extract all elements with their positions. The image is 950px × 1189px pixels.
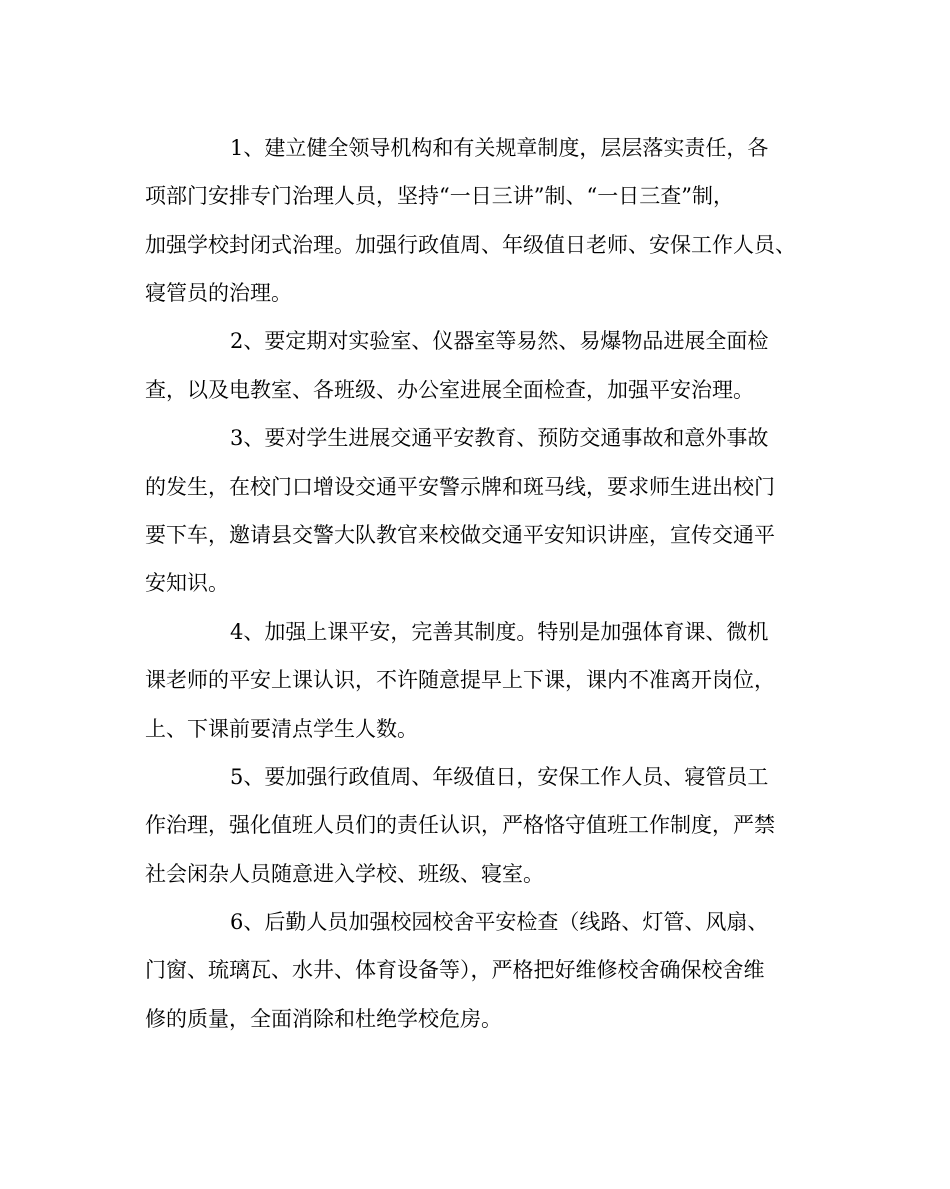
paragraph-4-line-1: 4、加强上课平安，完善其制度。特别是加强体育课、微机 (230, 620, 769, 644)
paragraph-4-line-2: 课老师的平安上课认识，不许随意提早上下课，课内不准离开岗位， (145, 668, 775, 692)
paragraph-3-line-4: 安知识。 (145, 571, 229, 595)
paragraph-3-line-1: 3、要对学生进展交通平安教育、预防交通事故和意外事故 (230, 426, 769, 450)
paragraph-2-line-2: 查，以及电教室、各班级、办公室进展全面检查，加强平安治理。 (145, 378, 754, 402)
paragraph-1-line-3: 加强学校封闭式治理。加强行政值周、年级值日老师、安保工作人员、 (145, 233, 796, 257)
paragraph-3-line-3: 要下车，邀请县交警大队教官来校做交通平安知识讲座，宣传交通平 (145, 523, 775, 547)
paragraph-5-line-3: 社会闲杂人员随意进入学校、班级、寝室。 (145, 862, 544, 886)
paragraph-6-line-1: 6、后勤人员加强校园校舍平安检查（线路、灯管、风扇、 (230, 910, 769, 934)
paragraph-3-line-2: 的发生，在校门口增设交通平安警示牌和斑马线，要求师生进出校门 (145, 475, 775, 499)
paragraph-5-line-1: 5、要加强行政值周、年级值日，安保工作人员、寝管员工 (230, 765, 769, 789)
paragraph-4-line-3: 上、下课前要清点学生人数。 (145, 717, 418, 741)
paragraph-1-line-1: 1、建立健全领导机构和有关规章制度，层层落实责任，各 (230, 136, 769, 160)
paragraph-2-line-1: 2、要定期对实验室、仪器室等易然、易爆物品进展全面检 (230, 329, 769, 353)
paragraph-1-line-4: 寝管员的治理。 (145, 281, 292, 305)
paragraph-5-line-2: 作治理，强化值班人员们的责任认识，严格恪守值班工作制度，严禁 (145, 813, 775, 837)
paragraph-1-line-2: 项部门安排专门治理人员，坚持“一日三讲”制、“一日三查”制， (145, 184, 734, 208)
paragraph-6-line-2: 门窗、琉璃瓦、水井、体育设备等），严格把好维修校舍确保校舍维 (145, 958, 765, 982)
paragraph-6-line-3: 修的质量，全面消除和杜绝学校危房。 (145, 1007, 502, 1031)
